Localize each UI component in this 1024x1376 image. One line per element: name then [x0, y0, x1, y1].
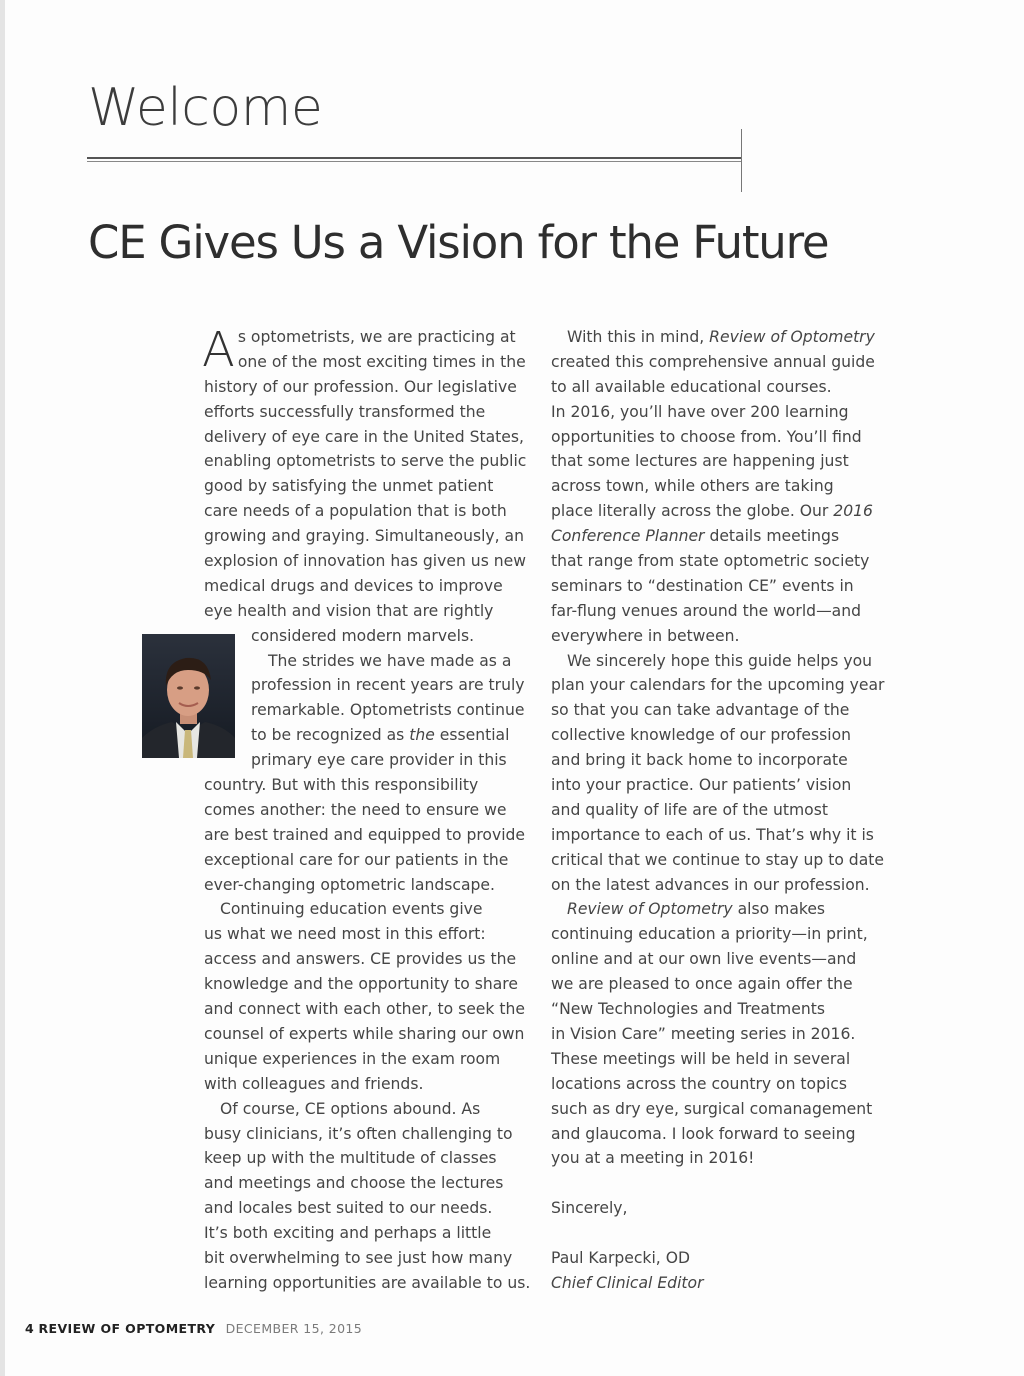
- text-line: on the latest advances in our profession.: [551, 875, 870, 894]
- text-line: bit overwhelming to see just how many: [204, 1248, 513, 1267]
- text-line: The strides we have made as a: [268, 651, 512, 670]
- text-line: busy clinicians, it’s often challenging to: [204, 1124, 513, 1143]
- article-headline: CE Gives Us a Vision for the Future: [88, 216, 829, 269]
- text-line: [551, 499, 886, 524]
- text-line: medical drugs and devices to improve: [204, 576, 503, 595]
- text-line: locations across the country on topics: [551, 1074, 847, 1093]
- text-line: you at a meeting in 2016!: [551, 1149, 755, 1168]
- article-column-left: [202, 322, 534, 1296]
- emphasis-text: Conference Planner: [551, 527, 705, 546]
- publication-name: Review of Optometry: [709, 328, 875, 346]
- text-line: comes another: the need to ensure we: [204, 800, 507, 819]
- text-line: Continuing education events give: [220, 900, 483, 919]
- text-line: and quality of life are of the utmost: [551, 800, 828, 819]
- issue-date: DECEMBER 15, 2015: [225, 1321, 363, 1336]
- text-run: also makes: [732, 900, 826, 919]
- text-line: [551, 325, 886, 350]
- text-line: us what we need most in this effort:: [204, 925, 486, 944]
- text-line: In 2016, you’ll have over 200 learning: [551, 402, 849, 421]
- signer-title: [551, 1271, 886, 1296]
- text-line: and meetings and choose the lectures: [204, 1174, 504, 1193]
- text-line: so that you can take advantage of the: [551, 701, 850, 720]
- text-line: critical that we continue to stay up to date: [551, 850, 884, 869]
- closing: Sincerely,: [551, 1199, 628, 1218]
- page-footer: [25, 1321, 362, 1336]
- text-line: exceptional care for our patients in the: [204, 850, 509, 869]
- blank-line: [551, 1171, 886, 1196]
- text-line: that range from state optometric society: [551, 552, 870, 571]
- text-line: efforts successfully transformed the: [204, 402, 486, 421]
- text-line: counsel of experts while sharing our own: [204, 1024, 525, 1043]
- text-line: continuing education a priority—in print,: [551, 925, 868, 944]
- text-line: Of course, CE options abound. As: [220, 1099, 481, 1118]
- text-line: such as dry eye, surgical comanagement: [551, 1099, 873, 1118]
- text-line: that some lectures are happening just: [551, 452, 849, 471]
- emphasis-text: the: [409, 726, 435, 745]
- text-line: explosion of innovation has given us new: [204, 552, 527, 571]
- text-line: [551, 524, 886, 549]
- text-line: country. But with this responsibility: [204, 776, 479, 795]
- text-line: far-flung venues around the world—and: [551, 601, 861, 620]
- signer-name: Paul Karpecki, OD: [551, 1248, 690, 1267]
- text-line: and locales best suited to our needs.: [204, 1199, 493, 1218]
- article-column-right: [551, 325, 886, 1296]
- drop-cap: A: [202, 322, 235, 378]
- text-line: into your practice. Our patients’ vision: [551, 776, 852, 795]
- text-line: primary eye care provider in this: [251, 751, 507, 770]
- title-rule: [87, 157, 741, 159]
- text-line: seminars to “destination CE” events in: [551, 576, 854, 595]
- text-line: It’s both exciting and perhaps a little: [204, 1224, 492, 1243]
- text-line: are best trained and equipped to provide: [204, 825, 526, 844]
- text-line: and bring it back home to incorporate: [551, 751, 848, 770]
- text-run: details meetings: [704, 527, 840, 546]
- text-line: profession in recent years are truly: [251, 676, 525, 695]
- text-line: remarkable. Optometrists continue: [251, 701, 525, 720]
- text-line: good by satisfying the unmet patient: [204, 477, 494, 496]
- text-line: opportunities to choose from. You’ll find: [551, 427, 862, 446]
- text-line: we are pleased to once again offer the: [551, 975, 853, 994]
- text-line: unique experiences in the exam room: [204, 1049, 501, 1068]
- text-line: We sincerely hope this guide helps you: [567, 651, 873, 670]
- text-line: importance to each of us. That’s why it is: [551, 825, 874, 844]
- text-line: with colleagues and friends.: [204, 1074, 424, 1093]
- text-line: care needs of a population that is both: [204, 502, 507, 521]
- publication-name: Review of Optometry: [567, 900, 733, 919]
- text-line: in Vision Care” meeting series in 2016.: [551, 1024, 856, 1043]
- text-line: knowledge and the opportunity to share: [204, 975, 518, 994]
- page-edge: [0, 0, 5, 1376]
- text-line: online and at our own live events—and: [551, 950, 857, 969]
- text-line: and connect with each other, to seek the: [204, 1000, 525, 1019]
- title-rule-thin: [87, 161, 741, 162]
- text-run: to be recognized as: [251, 726, 410, 745]
- page-number: 4: [25, 1321, 35, 1336]
- text-line: one of the most exciting times in the: [237, 352, 526, 371]
- text-line: learning opportunities are available to us.: [204, 1273, 531, 1292]
- signer-title-text: Chief Clinical Editor: [551, 1273, 704, 1292]
- text-line: everywhere in between.: [551, 626, 740, 645]
- text-line: to all available educational courses.: [551, 377, 832, 396]
- text-line: growing and graying. Simultaneously, an: [204, 527, 524, 546]
- text-line: “New Technologies and Treatments: [551, 1000, 825, 1019]
- emphasis-text: 2016: [833, 502, 873, 521]
- text-line: and glaucoma. I look forward to seeing: [551, 1124, 856, 1143]
- text-run: essential: [434, 726, 510, 745]
- text-line: across town, while others are taking: [551, 477, 834, 496]
- text-line: history of our profession. Our legislative: [204, 377, 517, 396]
- section-title: Welcome: [88, 78, 323, 138]
- text-line: These meetings will be held in several: [551, 1049, 851, 1068]
- text-line: delivery of eye care in the United States,: [204, 427, 524, 446]
- text-line: [551, 897, 886, 922]
- blank-line: [551, 1221, 886, 1246]
- title-rule-vertical: [741, 129, 742, 192]
- text-run: place literally across the globe. Our: [551, 502, 834, 521]
- text-line: [204, 723, 534, 748]
- text-line: considered modern marvels.: [251, 626, 475, 645]
- text-line: plan your calendars for the upcoming year: [551, 676, 885, 695]
- text-run: With this in mind,: [567, 328, 710, 346]
- text-line: enabling optometrists to serve the public: [204, 452, 527, 471]
- publication-title: REVIEW OF OPTOMETRY: [38, 1321, 216, 1336]
- text-line: ever-changing optometric landscape.: [204, 875, 495, 894]
- text-line: collective knowledge of our profession: [551, 726, 852, 745]
- text-line: keep up with the multitude of classes: [204, 1149, 497, 1168]
- text-line: created this comprehensive annual guide: [551, 352, 875, 371]
- text-line: access and answers. CE provides us the: [204, 950, 517, 969]
- text-line: eye health and vision that are rightly: [204, 601, 494, 620]
- text-line: s optometrists, we are practicing at: [237, 328, 516, 346]
